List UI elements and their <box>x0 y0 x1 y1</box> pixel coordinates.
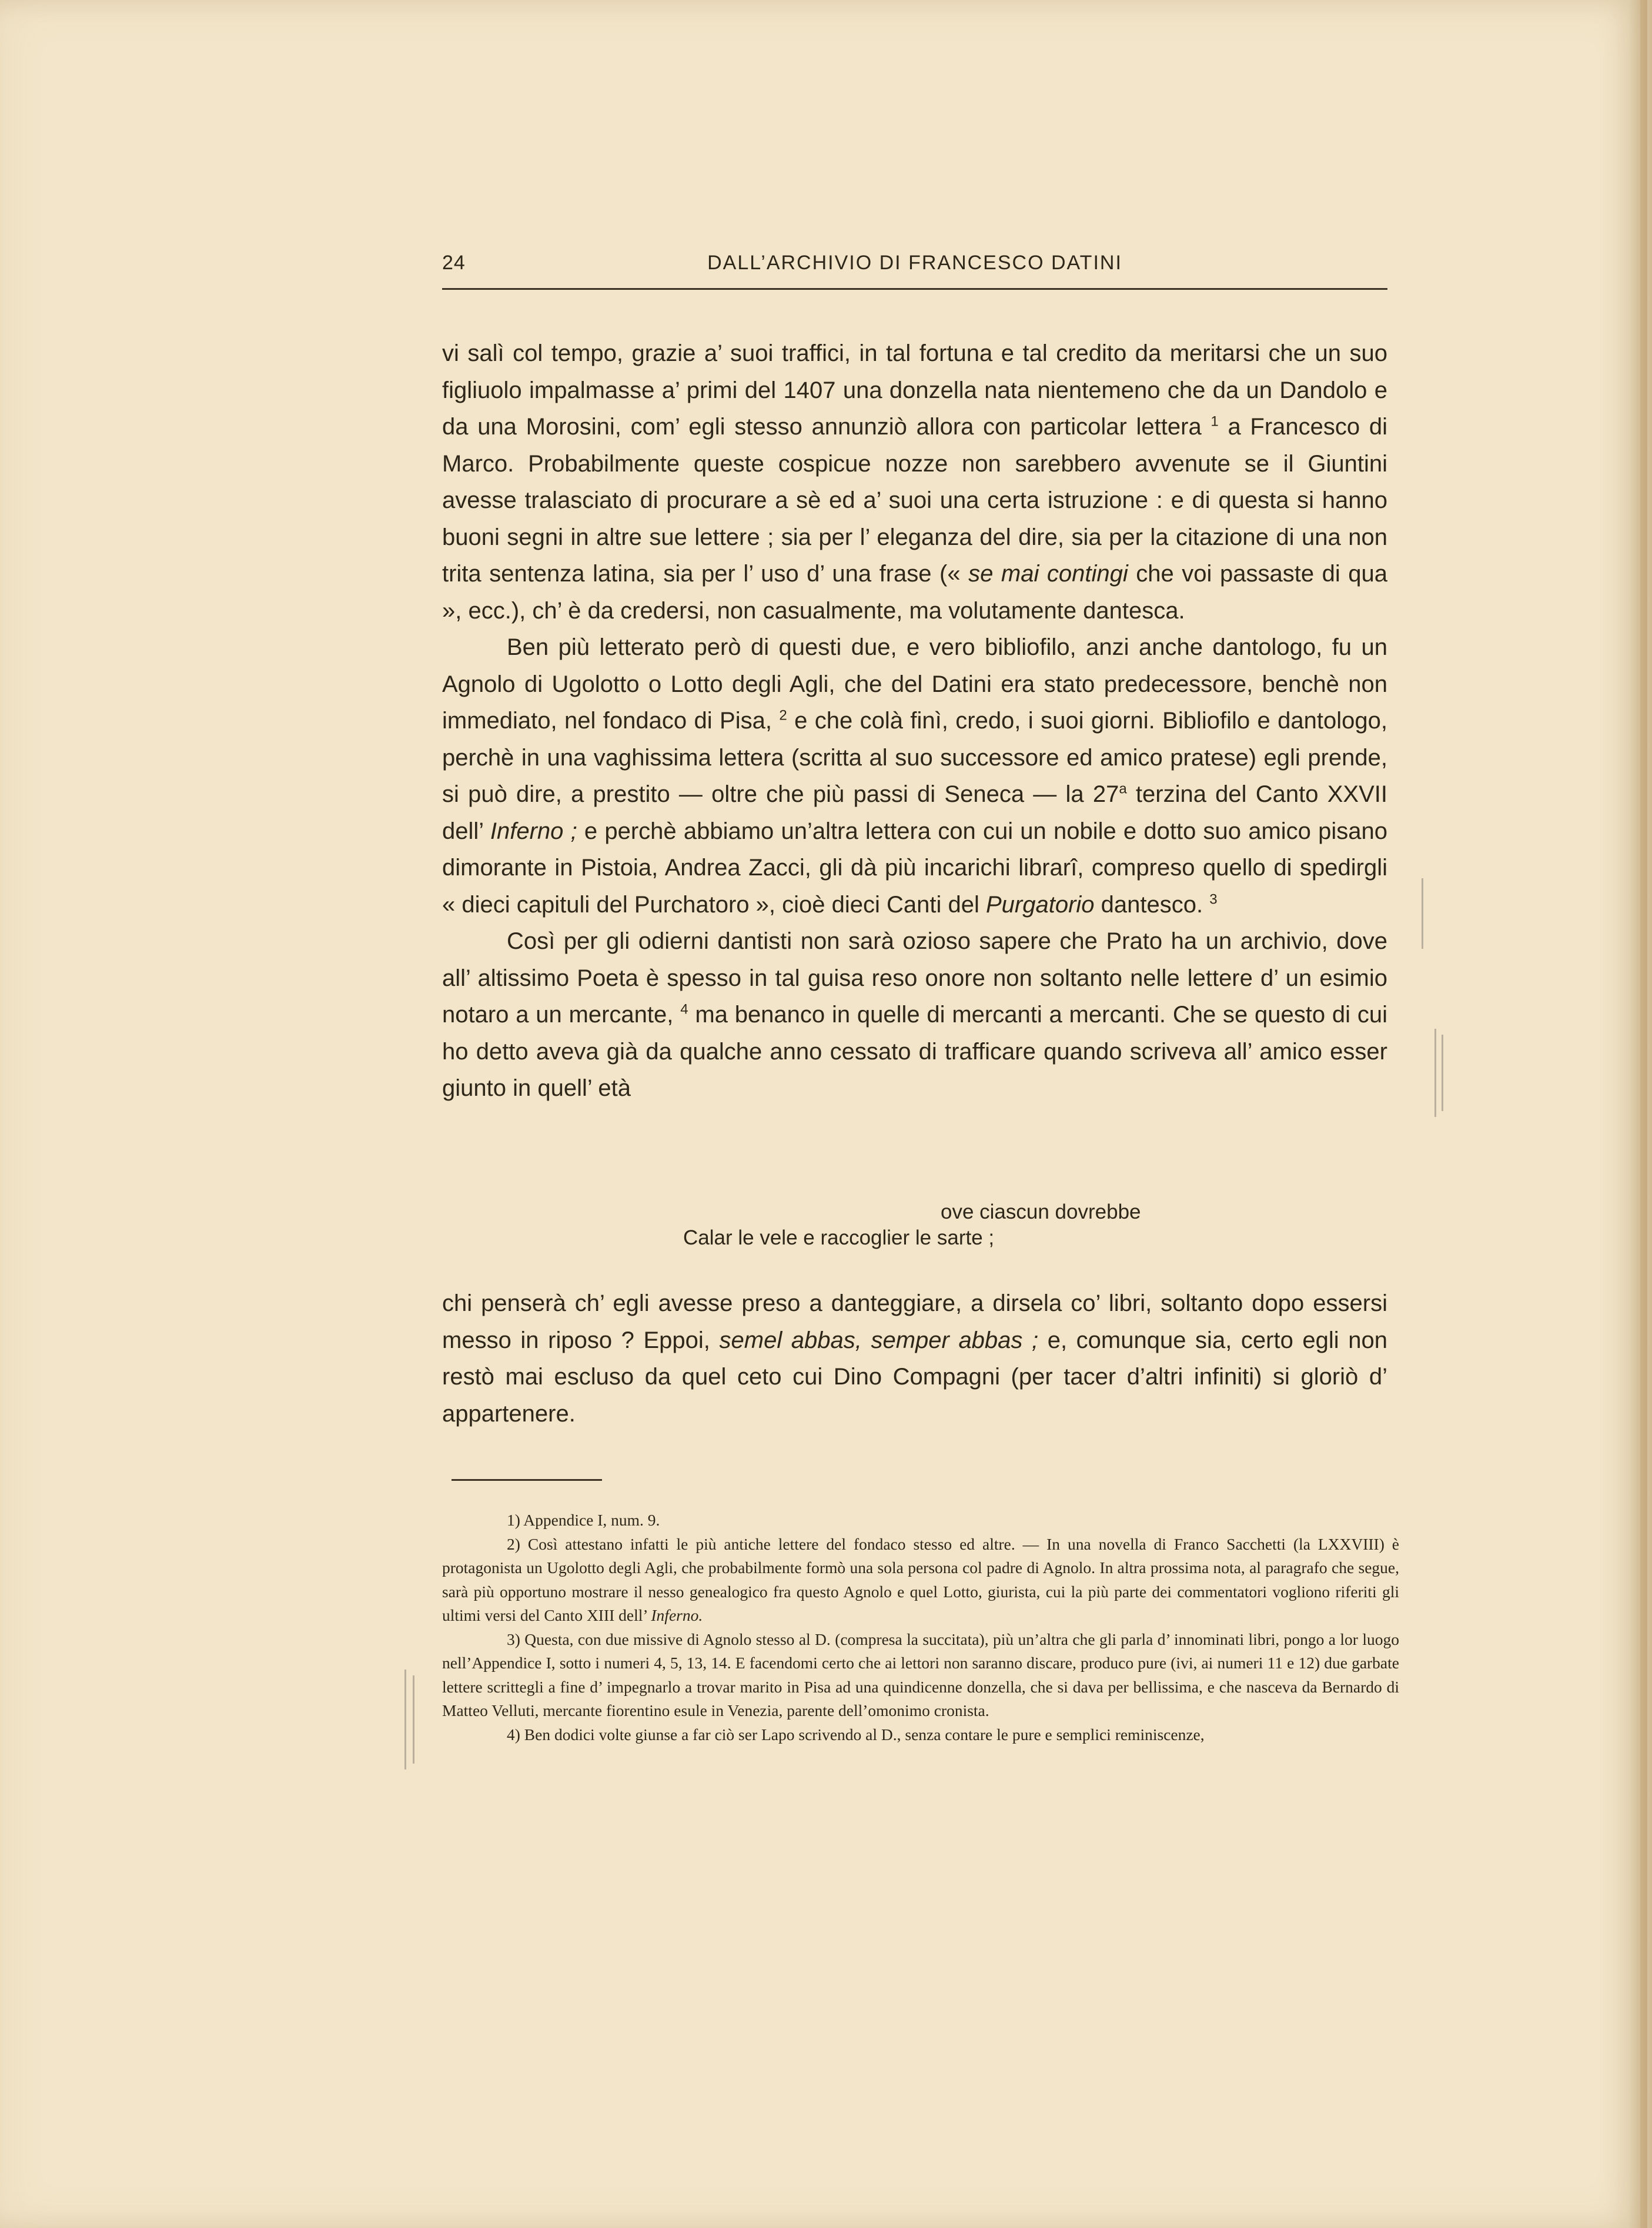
paragraph-3: Così per gli odierni dantisti non sarà ozioso sapere che Prato ha un archivio, dove all’ altissimo Poeta è spesso in tal guisa reso onore non soltanto nelle lettere d’ un esimio notaro a un mercante, $^4$ ma benanco in quelle di mercanti a mercanti. Che se questo di cui ho detto aveva già da qualche anno cessato di trafficare quando scriveva all’ amico esser giunto in quell’ età <box>442 928 1387 1101</box>
footnote-1: 1) Appendice I, num. 9. <box>507 1511 660 1529</box>
footnote-ref-1: 1 <box>1210 413 1219 430</box>
pencil-mark <box>1422 878 1423 949</box>
main-text <box>442 335 1387 1107</box>
running-header <box>442 247 1387 290</box>
verse-line-1: ove ciascun dovrebbe <box>941 1200 1141 1223</box>
footnote-3: 3) Questa, con due missive di Agnolo stesso al D. (compresa la succitata), più un’altra che gli parla d’ innominati libri, pongo a lor luogo nell’Appendice I, sotto i numeri 4, 5, 13, 14. E facendomi certo che ai lettori non saranno discare, produco pure (ivi, ai numeri 11 e 12) due garbate lettere scrittegli a fine d’ impegnarlo a trovar marito in Pisa ad una quindicenne donzella, che si dava per bellissima, e che nasceva da Bernardo di Matteo Velluti, mercante fiorentino esule in Venezia, parente dell’omonimo cronista. <box>442 1630 1399 1719</box>
verse-quotation <box>442 1199 1387 1251</box>
running-title: DALL’ARCHIVIO DI FRANCESCO DATINI <box>707 252 1122 274</box>
footnote-ref-2: 2 <box>779 707 787 724</box>
footnote-separator <box>452 1479 602 1481</box>
footnote-4: 4) Ben dodici volte giunse a far ciò ser Lapo scrivendo al D., senza contare le pure e semplici reminiscenze, <box>507 1725 1205 1744</box>
paragraph-1: vi salì col tempo, grazie a’ suoi traffici, in tal fortuna e tal credito da meritarsi che un suo figliuolo impalmasse a’ primi del 1407 una donzella nata nientemeno che da un Dandolo e da una Morosini, com’ egli stesso annunziò allora con particolar lettera $^1$ a Francesco di Marco. Probabilmente queste cospicue nozze non sarebbero avvenute se il Giuntini avesse tralasciato di procurare a sè ed a’ suoi una certa istruzione : e di questa si hanno buoni segni in altre sue lettere ; sia per l’ eleganza del dire, sia per la citazione di una non trita sentenza latina, sia per l’ uso d’ una frase (« se mai contingi che voi passaste di qua », ecc.), ch’ è da credersi, non casualmente, ma volutamente dantesca. <box>442 340 1387 624</box>
pencil-mark <box>404 1670 406 1769</box>
verse-line-2: Calar le vele e raccoglier le sarte ; <box>683 1226 995 1249</box>
pencil-mark <box>1434 1029 1436 1117</box>
paragraph-4: chi penserà ch’ egli avesse preso a danteggiare, a dirsela co’ libri, soltanto dopo essersi messo in riposo ? Eppoi, semel abbas, semper abbas ; e, comunque sia, certo egli non restò mai escluso da quel ceto cui Dino Compagni (per tacer d’altri infiniti) si gloriò d’ appartenere. <box>442 1290 1388 1427</box>
closing-text <box>442 1285 1387 1432</box>
footnote-ref-4: 4 <box>680 1001 688 1018</box>
paragraph-2: Ben più letterato però di questi due, e vero bibliofilo, anzi anche dantologo, fu un Agnolo di Ugolotto o Lotto degli Agli, che del Datini era stato predecessore, benchè non immediato, nel fondaco di Pisa, $^2$ e che colà finì, credo, i suoi giorni. Bibliofilo e dantologo, perchè in una vaghissima lettera (scritta al suo successore ed amico pratese) egli prende, si può dire, a prestito — oltre che più passi di Seneca — la 27$^a$ terzina del Canto XXVII dell’ Inferno ; e perchè abbiamo un’altra lettera con cui un nobile e dotto suo amico pisano dimorante in Pistoia, Andrea Zacci, gli dà più incarichi librarî, compreso quello di spedirgli « dieci capituli del Purchatoro », cioè dieci Canti del Purgatorio dantesco. $^3$ <box>442 634 1388 918</box>
footnote-2: 2) Così attestano infatti le più antiche lettere del fondaco stesso ed altre. — In una novella di Franco Sacchetti (la LXXVIII) è protagonista un Ugolotto degli Agli, che probabilmente formò una sola persona col padre di Agnolo. In altra prossima nota, al paragrafo che segue, sarà più opportuno mostrare il nesso genealogico fra questo Agnolo e quel Lotto, giurista, cui la più parte dei commentatori vogliono riferiti gli ultimi versi del Canto XIII dell’ Inferno. <box>442 1534 1399 1624</box>
page-edge <box>1628 0 1652 2228</box>
pencil-mark <box>413 1675 414 1764</box>
pencil-mark <box>1442 1035 1443 1111</box>
page-number: 24 <box>442 252 466 274</box>
footnote-ref-3: 3 <box>1209 891 1218 908</box>
footnotes <box>442 1508 1399 1747</box>
